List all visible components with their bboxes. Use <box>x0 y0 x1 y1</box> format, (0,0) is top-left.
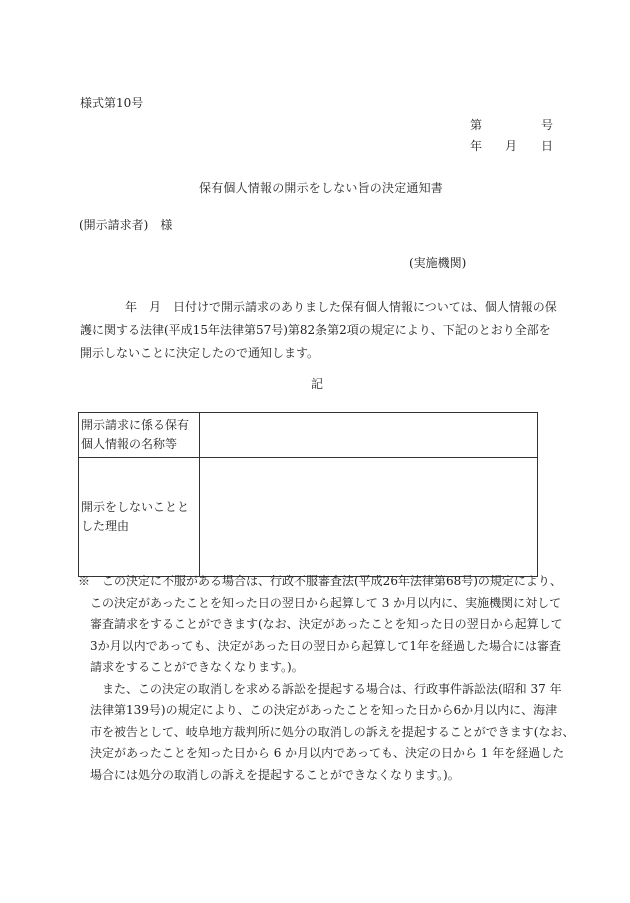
document-number-suffix: 号 <box>541 118 554 132</box>
form-number: 様式第10号 <box>80 96 144 110</box>
table-row-value <box>200 413 538 458</box>
notes-section <box>78 571 575 786</box>
note-line: この決定があったことを知った日の翌日から起算して 3 か月以内に、実施機関に対して <box>90 595 562 610</box>
document-title: 保有個人情報の開示をしない旨の決定通知書 <box>199 181 444 195</box>
body-line: 開示しないことに決定したので通知します。 <box>80 346 320 360</box>
addressee: (開示請求者) 様 <box>79 218 173 232</box>
decision-detail-table <box>78 412 538 577</box>
implementing-institution: (実施機関) <box>409 256 467 270</box>
table-row-value <box>200 458 538 577</box>
date-day-label: 日 <box>541 139 554 153</box>
table-row <box>79 413 538 458</box>
note-line: ※ この決定に不服がある場合は、行政不服審査法(平成26年法律第68号)の規定により、 <box>78 574 562 588</box>
table-row <box>79 458 538 577</box>
date-month-label: 月 <box>505 139 518 153</box>
note-line: 3か月以内であっても、決定があった日の翌日から起算して1年を経過した場合には審査 <box>90 638 562 653</box>
body-line: 年 月 日付けで開示請求のありました保有個人情報については、個人情報の保 <box>125 300 557 314</box>
note-line: また、この決定の取消しを求める訴訟を提起する場合は、行政事件訴訟法(昭和 37 年 <box>102 681 562 696</box>
note-line: 決定があったことを知った日から 6 か月以内であっても、決定の日から 1 年を経過した <box>90 746 565 760</box>
body-paragraph <box>80 296 555 365</box>
table-row-label: 開示をしないこととした理由 <box>79 458 200 577</box>
note-line: 法律第139号)の規定により、この決定があったことを知った日から6か月以内に、海津 <box>90 703 558 717</box>
table-row-label: 開示請求に係る保有個人情報の名称等 <box>79 413 200 458</box>
body-line: 護に関する法律(平成15年法律第57号)第82条第2項の規定により、下記のとおり全部を <box>80 323 551 337</box>
document-number-prefix: 第 <box>470 118 483 132</box>
ki-heading: 記 <box>311 377 324 391</box>
note-line: 場合には処分の取消しの訴えを提起することができなくなります。)。 <box>90 767 460 782</box>
date-year-label: 年 <box>470 139 483 153</box>
note-line: 請求をすることができなくなります。)。 <box>90 660 304 674</box>
note-line: 審査請求をすることができます(なお、決定があったことを知った日の翌日から起算して <box>90 617 563 631</box>
note-line: 市を被告として、岐阜地方裁判所に処分の取消しの訴えを提起することができます(なお、 <box>90 724 575 739</box>
